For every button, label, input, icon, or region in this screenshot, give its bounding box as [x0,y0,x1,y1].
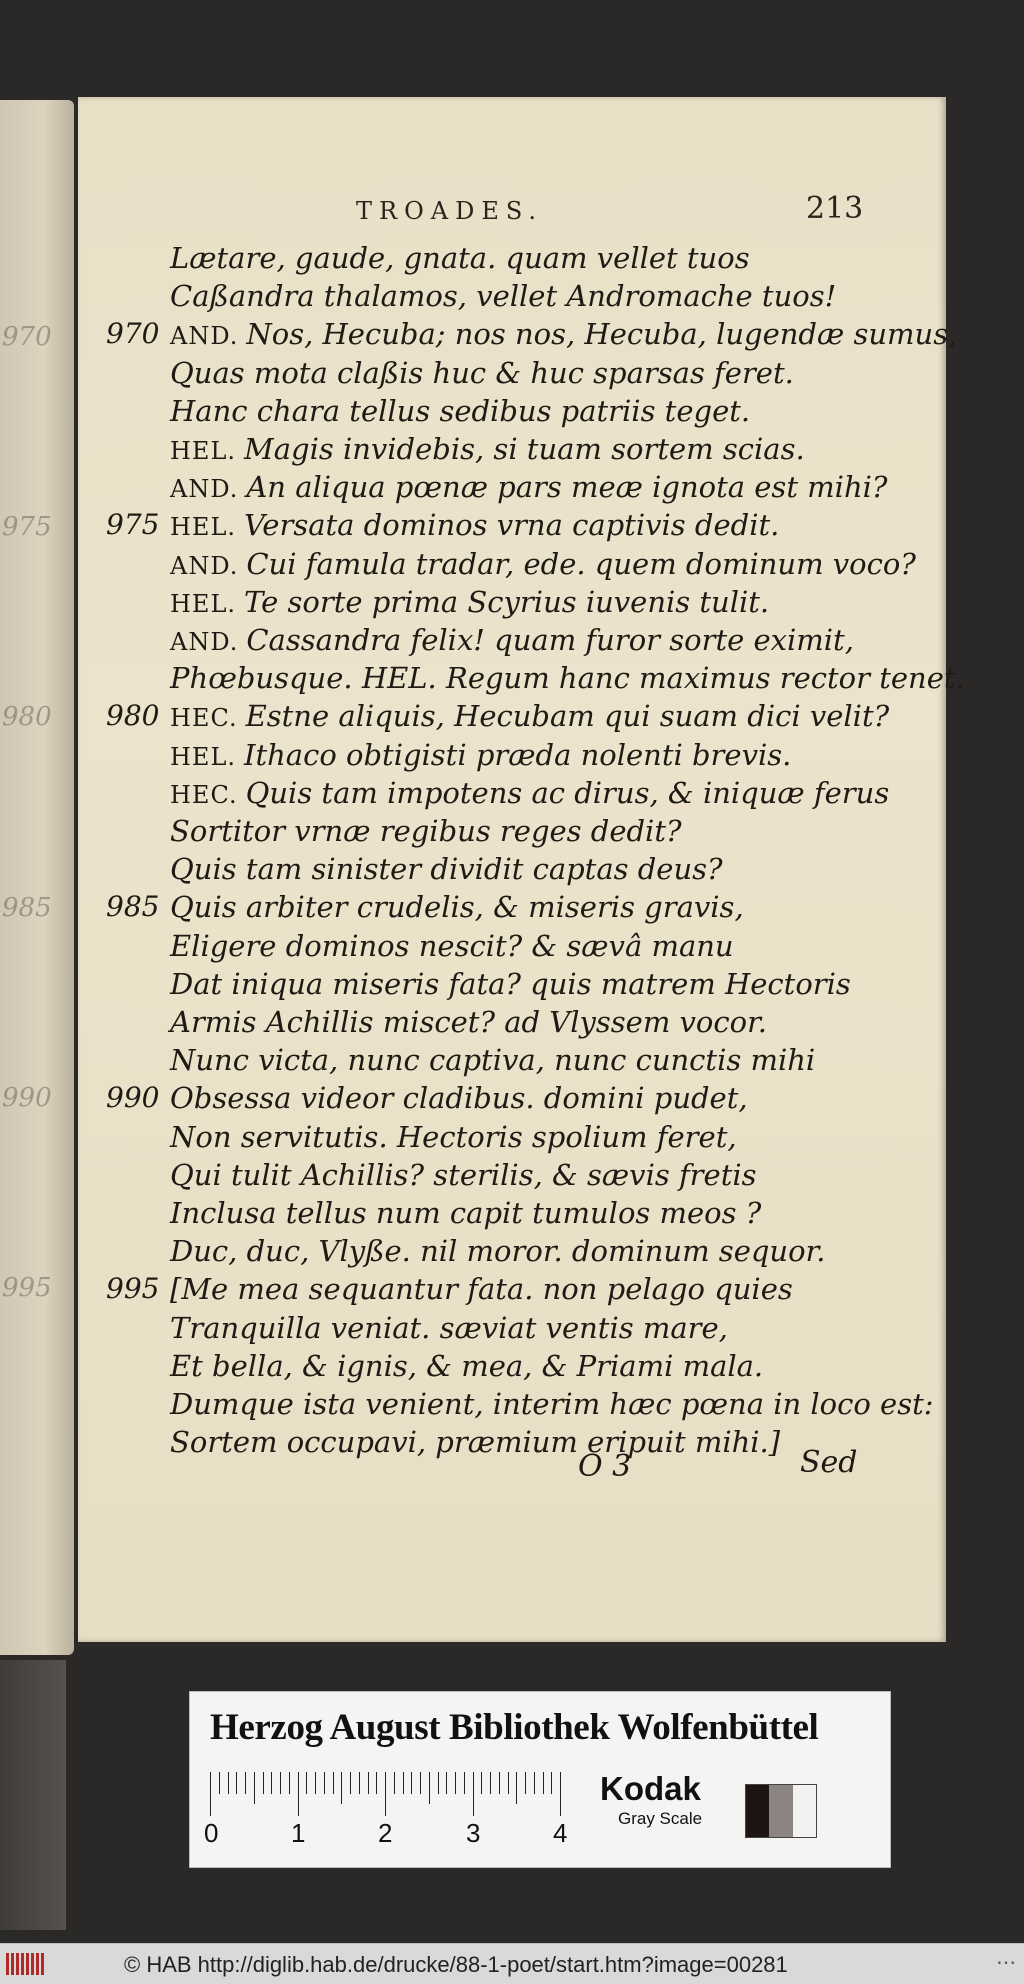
verse-line [170,737,791,775]
kodak-logo: Kodak [600,1770,701,1807]
ghost-line-number: 980 [2,702,52,732]
speaker-label: HEC. [170,704,238,732]
gray-scale-patches [745,1784,817,1838]
verse-line [170,316,957,354]
ruler-number: 1 [291,1818,306,1848]
verse-text: Te sorte prima Scyrius iuvenis tulit. [244,585,770,619]
verse-line [170,775,889,813]
gray-patch-mid [769,1785,792,1837]
verse-text: Hanc chara tellus sedibus patriis teget. [170,394,751,428]
verse-line [170,507,779,545]
verse-line [170,1424,780,1460]
verse-line [170,240,750,276]
catchword: Sed [800,1445,858,1480]
speaker-label: HEC. [170,781,238,809]
library-name: Herzog August Bibliothek Wolfenbüttel [210,1707,819,1748]
verse-line [170,1233,825,1269]
gray-patch-light [793,1785,816,1837]
ghost-line-number: 990 [2,1083,52,1113]
speaker-label: AND. [170,322,239,350]
verse-text: Quis arbiter crudelis, & miseris gravis, [170,890,744,924]
verse-text: Estne aliquis, Hecubam qui suam dici velit? [245,699,890,733]
verse-text: Caßandra thalamos, vellet Andromache tuos! [170,279,837,313]
verse-line [170,393,750,429]
verse-line [170,698,889,736]
scale-ruler [210,1772,590,1816]
verse-line [170,278,836,314]
page-number: 213 [806,191,864,226]
verse-text: Versata dominos vrna captivis dedit. [244,508,780,542]
verse-line [170,851,723,887]
speaker-label: AND. [170,552,239,580]
speaker-label: AND. [170,628,239,656]
color-target-card [190,1692,890,1867]
verse-text: Nos, Hecuba; nos nos, Hecuba, lugendæ sumus, [246,317,958,351]
verse-line [170,1386,934,1422]
verse-text: Et bella, & ignis, & mea, & Priami mala. [170,1349,764,1383]
verse-text: [Me mea sequantur fata. non pelago quies [170,1272,793,1306]
ruler-number: 3 [466,1818,481,1848]
verse-text: Duc, duc, Vlyße. nil moror. dominum sequor. [170,1234,826,1268]
verse-text: Non servitutis. Hectoris spolium feret, [170,1120,737,1154]
more-options-icon[interactable]: ⋯ [996,1950,1016,1974]
signature-mark: O 3 [578,1449,632,1484]
line-number: 995 [106,1272,160,1305]
verse-line [170,1195,761,1231]
footer-bar [0,1943,1024,1984]
verse-text: Quas mota claßis huc & huc sparsas feret. [170,356,794,390]
verse-line [170,584,769,622]
verse-line [170,431,805,469]
verse-line [170,1080,748,1116]
verse-text: Cassandra felix! quam furor sorte eximit, [246,623,854,657]
verse-text: Phœbusque. HEL. Regum hanc maximus rector tenet. [170,661,965,695]
ruler-number: 0 [204,1818,219,1848]
verse-line [170,355,794,391]
verse-text: Obsessa videor cladibus. domini pudet, [170,1081,748,1115]
gray-scale-label: Gray Scale [618,1809,703,1828]
speaker-label: HEL. [170,743,237,771]
verse-text: Cui famula tradar, ede. quem dominum voco? [246,547,916,581]
verse-text: Inclusa tellus num capit tumulos meos ? [170,1196,762,1230]
verse-line [170,813,682,849]
line-number: 980 [106,699,160,732]
verse-text: Ithaco obtigisti præda nolenti brevis. [244,738,792,772]
verse-text: Dumque ista venient, interim hæc pœna in loco est: [170,1387,934,1421]
copyright-link[interactable]: © HAB http://diglib.hab.de/drucke/88-1-poet/start.htm?image=00281 [124,1952,788,1977]
ruler-number: 4 [553,1818,568,1848]
previous-page-edge [0,100,74,1655]
line-number: 970 [106,317,160,350]
line-number: 985 [106,890,160,923]
speaker-label: HEL. [170,437,237,465]
verse-text: Qui tulit Achillis? sterilis, & sævis fretis [170,1158,757,1192]
speaker-label: AND. [170,475,239,503]
verse-line [170,1157,757,1193]
speaker-label: HEL. [170,590,237,618]
book-spine-shadow [0,1660,66,1930]
verse-line [170,1119,737,1155]
gray-patch-dark [746,1785,769,1837]
verse-line [170,1042,815,1078]
verse-text: Dat iniqua miseris fata? quis matrem Hectoris [170,967,851,1001]
verse-line [170,1004,767,1040]
hab-logo-icon [6,1953,46,1975]
verse-text: Tranquilla veniat. sæviat ventis mare, [170,1311,728,1345]
verse-line [170,1271,793,1307]
verse-text: Lætare, gaude, gnata. quam vellet tuos [170,241,750,275]
line-number: 975 [106,508,160,541]
verse-line [170,1348,763,1384]
ghost-line-number: 970 [2,322,52,352]
verse-line [170,660,965,696]
verse-line [170,889,744,925]
verse-text: Sortem occupavi, præmium eripuit mihi.] [170,1425,781,1459]
verse-text: Magis invidebis, si tuam sortem scias. [244,432,805,466]
line-number: 990 [106,1081,160,1114]
ghost-line-number: 975 [2,512,52,542]
verse-text: Nunc victa, nunc captiva, nunc cunctis mihi [170,1043,816,1077]
verse-text: Sortitor vrnæ regibus reges dedit? [170,814,682,848]
verse-text: Eligere dominos nescit? & sævâ manu [170,929,734,963]
ghost-line-number: 995 [2,1273,52,1303]
verse-line [170,1310,728,1346]
verse-text: Quis tam sinister dividit captas deus? [170,852,723,886]
verse-text: Armis Achillis miscet? ad Vlyssem vocor. [170,1005,767,1039]
ruler-number: 2 [378,1818,393,1848]
ghost-line-number: 985 [2,893,52,923]
book-page [78,97,965,1642]
running-head: TROADES. [356,197,544,225]
speaker-label: HEL. [170,513,237,541]
verse-line [170,966,851,1002]
verse-text: Quis tam impotens ac dirus, & iniquæ ferus [245,776,890,810]
verse-line [170,928,734,964]
verse-text: An aliqua pœnæ pars meæ ignota est mihi? [246,470,888,504]
verse-line [170,622,854,660]
verse-line [170,546,916,584]
verse-line [170,469,887,507]
